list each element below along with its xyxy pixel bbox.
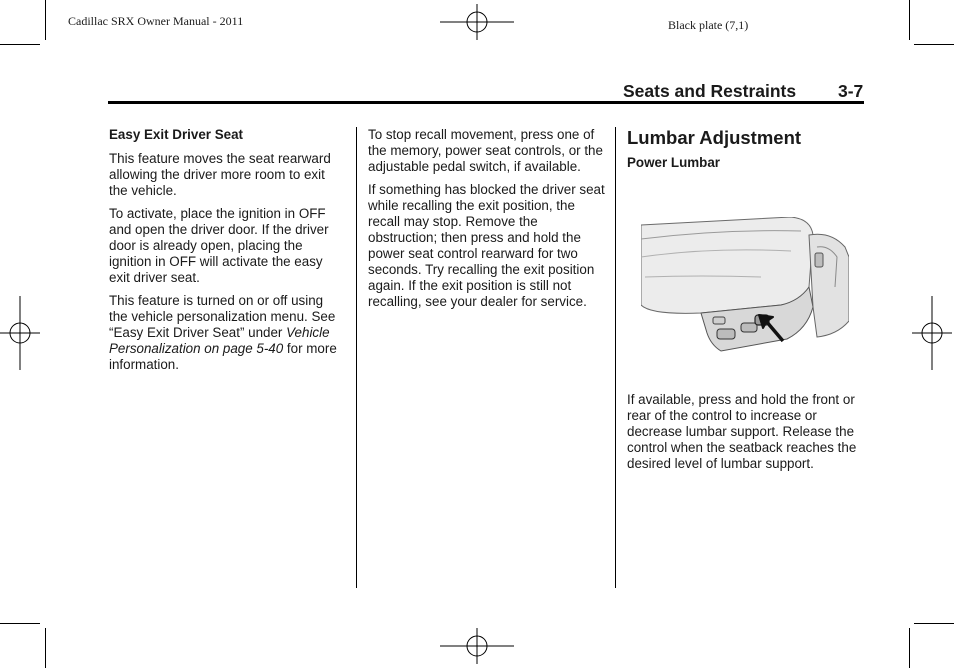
crop-mark-tr-v — [909, 0, 910, 40]
recall-blocked-paragraph: If something has blocked the driver seat while recalling the exit position, the recall may stop. Remove the obstruction; then press and hold the power seat control rearward for two seconds. Try recalling the exit position again. If the exit position is still not recalling, see your dealer for service. — [368, 182, 605, 309]
crop-mark-br-v — [909, 628, 910, 668]
registration-mark-right — [912, 296, 952, 370]
column-divider-1 — [356, 127, 357, 588]
paragraph-3-text-b: for more information. — [109, 341, 337, 372]
column-divider-2 — [615, 127, 616, 588]
power-lumbar-subtitle: Power Lumbar — [627, 155, 721, 170]
crop-mark-tl-v — [45, 0, 46, 40]
paragraph-3-text-a: This feature is turned on or off using the vehicle personalization menu. See “Easy Exit Driver Seat” under — [109, 293, 336, 340]
crop-mark-tl-h — [0, 44, 40, 45]
easy-exit-paragraph-1: This feature moves the seat rearward allowing the driver more room to exit the vehicle. — [109, 151, 331, 198]
easy-exit-heading: Easy Exit Driver Seat — [109, 127, 243, 142]
running-head-page: 3-7 — [838, 81, 864, 101]
plate-right-text: Black plate (7,1) — [668, 18, 749, 32]
registration-mark-left — [0, 296, 40, 370]
recall-stop-paragraph: To stop recall movement, press one of the memory, power seat controls, or the adjustable pedal switch, if available. — [368, 127, 603, 174]
easy-exit-paragraph-3 — [109, 293, 345, 373]
lumbar-instruction-paragraph — [627, 392, 863, 479]
lumbar-instruction-text: If available, press and hold the front or rear of the control to increase or decrease lumbar support. Release the control when the seatback reaches the desired level of lumbar support. — [627, 392, 857, 471]
registration-mark-top — [440, 4, 514, 40]
seat-controls-illustration — [641, 217, 849, 357]
crop-mark-bl-h — [0, 623, 40, 624]
crop-mark-bl-v — [45, 628, 46, 668]
lumbar-adjustment-title: Lumbar Adjustment — [627, 127, 802, 148]
crop-mark-tr-h — [914, 44, 954, 45]
registration-mark-bottom — [440, 628, 514, 664]
crop-mark-br-h — [914, 623, 954, 624]
column-3 — [627, 127, 863, 179]
cross-reference-link[interactable]: Vehicle Personalization on page 5-40 — [109, 325, 330, 356]
running-head-rule — [108, 101, 864, 104]
plate-left-text: Cadillac SRX Owner Manual - 2011 — [68, 14, 244, 28]
column-1 — [109, 127, 345, 380]
easy-exit-paragraph-2: To activate, place the ignition in OFF and open the driver door. If the driver door is already open, placing the ignition in OFF will activate the easy exit driver seat. — [109, 206, 329, 285]
running-head-section: Seats and Restraints — [623, 81, 797, 101]
column-2 — [368, 127, 606, 317]
